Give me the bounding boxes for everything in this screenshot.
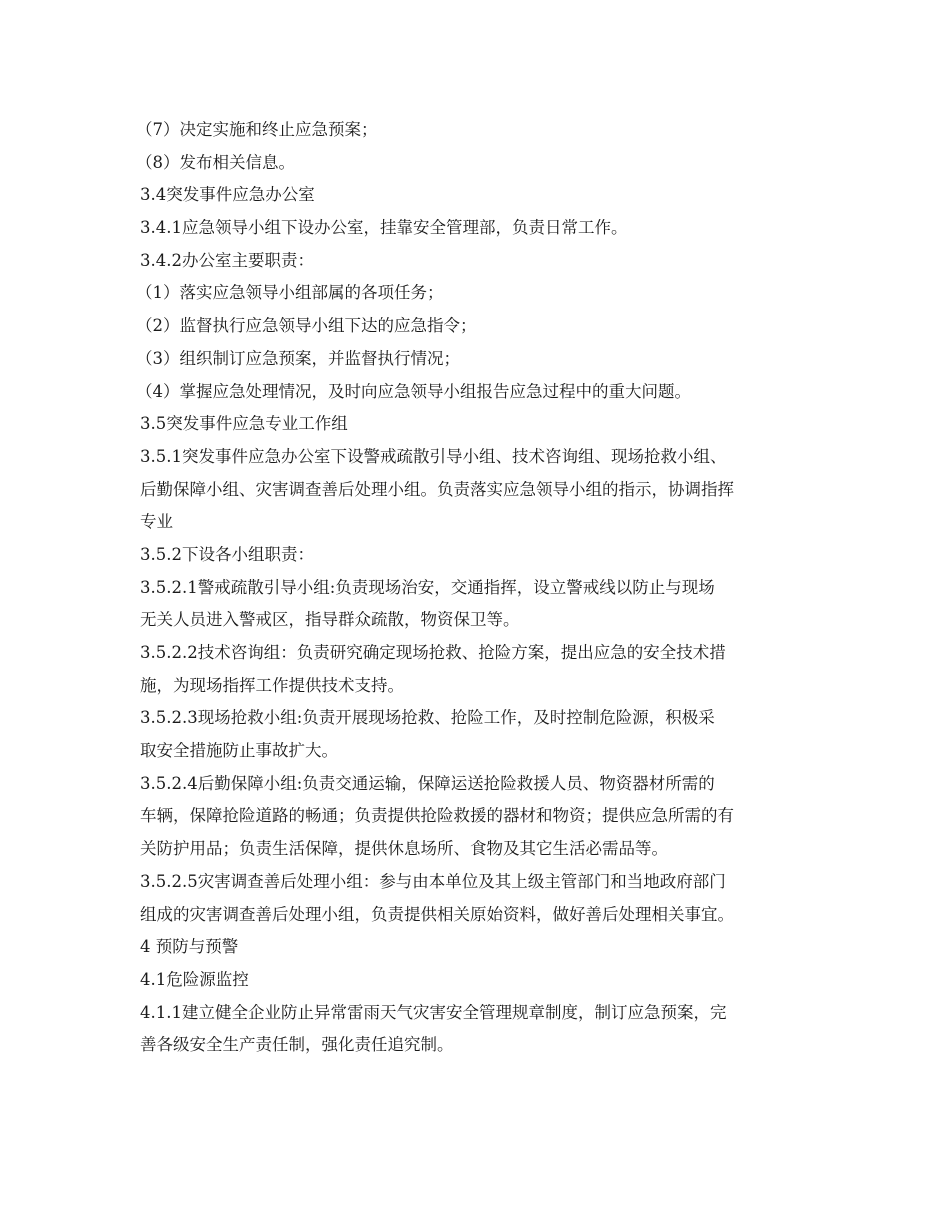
paragraph-line: 3.5.2.3现场抢救小组:负责开展现场抢救、抢险工作，及时控制危险源，积极采 bbox=[140, 708, 715, 728]
list-item: （4）掌握应急处理情况，及时向应急领导小组报告应急过程中的重大问题。 bbox=[136, 381, 691, 401]
list-item: （8）发布相关信息。 bbox=[136, 152, 295, 172]
list-item: （7）决定实施和终止应急预案； bbox=[136, 120, 378, 139]
chapter-heading: 4 预防与预警 bbox=[140, 937, 239, 957]
paragraph-line: 3.4.1应急领导小组下设办公室，挂靠安全管理部，负责日常工作。 bbox=[140, 218, 628, 238]
paragraph-line: 专业 bbox=[140, 512, 173, 532]
paragraph-line: 车辆，保障抢险道路的畅通；负责提供抢险救援的器材和物资；提供应急所需的有 bbox=[140, 806, 734, 826]
paragraph-line: 3.5.1突发事件应急办公室下设警戒疏散引导小组、技术咨询组、现场抢救小组、 bbox=[140, 446, 727, 466]
paragraph-line: 取安全措施防止事故扩大。 bbox=[140, 741, 338, 761]
section-heading: 4.1危险源监控 bbox=[140, 969, 249, 989]
paragraph-line: 3.5.2.1警戒疏散引导小组:负责现场治安，交通指挥，设立警戒线以防止与现场 bbox=[140, 577, 715, 597]
list-item: （1）落实应急领导小组部属的各项任务； bbox=[136, 283, 444, 303]
list-item: （3）组织制订应急预案，并监督执行情况； bbox=[136, 348, 460, 368]
paragraph-line: 无关人员进入警戒区，指导群众疏散，物资保卫等。 bbox=[140, 610, 520, 630]
paragraph-line: 关防护用品；负责生活保障，提供休息场所、食物及其它生活必需品等。 bbox=[140, 839, 668, 859]
section-heading: 3.4突发事件应急办公室 bbox=[140, 185, 315, 205]
paragraph-line: 3.5.2.2技术咨询组：负责研究确定现场抢救、抢险方案，提出应急的安全技术措 bbox=[140, 643, 726, 662]
paragraph-line: 3.5.2.5灾害调查善后处理小组：参与由本单位及其上级主管部门和当地政府部门 bbox=[140, 871, 726, 891]
paragraph-line: 善各级安全生产责任制，强化责任追究制。 bbox=[140, 1035, 454, 1055]
paragraph-line: 组成的灾害调查善后处理小组，负责提供相关原始资料，做好善后处理相关事宜。 bbox=[140, 904, 734, 924]
document-body bbox=[136, 114, 812, 1062]
paragraph-line: 4.1.1建立健全企业防止异常雷雨天气灾害安全管理规章制度，制订应急预案，完 bbox=[140, 1002, 727, 1022]
section-heading: 3.5突发事件应急专业工作组 bbox=[140, 414, 348, 434]
paragraph-line: 3.4.2办公室主要职责： bbox=[140, 250, 314, 270]
list-item: （2）监督执行应急领导小组下达的应急指令； bbox=[136, 316, 477, 336]
paragraph-line: 3.5.2.4后勤保障小组:负责交通运输，保障运送抢险救援人员、物资器材所需的 bbox=[140, 773, 715, 793]
paragraph-line: 后勤保障小组、灾害调查善后处理小组。负责落实应急领导小组的指示，协调指挥 bbox=[140, 479, 734, 499]
paragraph-line: 施，为现场指挥工作提供技术支持。 bbox=[140, 675, 404, 695]
paragraph-line: 3.5.2下设各小组职责： bbox=[140, 544, 314, 564]
